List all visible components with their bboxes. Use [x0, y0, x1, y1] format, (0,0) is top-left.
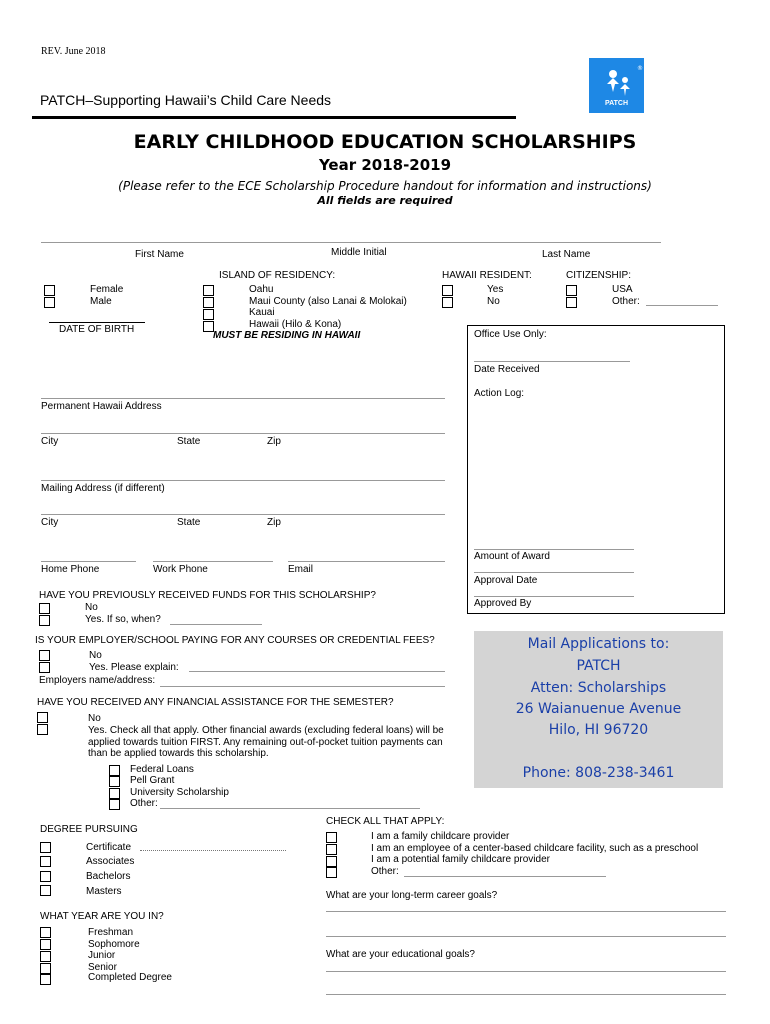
- approved-by-input[interactable]: [474, 596, 634, 597]
- revision-label: REV. June 2018: [41, 46, 106, 57]
- mailing-address-input[interactable]: [41, 480, 445, 481]
- employer-yes-label: Yes. Please explain:: [89, 662, 179, 673]
- completed-degree-label: Completed Degree: [88, 972, 172, 983]
- mailing-state-label: State: [177, 517, 201, 528]
- citizenship-other-label: Other:: [612, 296, 640, 307]
- zip-label: Zip: [267, 436, 281, 447]
- completed-degree-checkbox[interactable]: [40, 974, 51, 985]
- approval-date-label: Approval Date: [474, 575, 538, 586]
- bachelors-label: Bachelors: [86, 871, 131, 882]
- hawaii-label: Hawaii (Hilo & Kona): [249, 319, 342, 330]
- family-provider-label: I am a family childcare provider: [371, 831, 510, 842]
- masters-label: Masters: [86, 886, 122, 897]
- email-input[interactable]: [288, 561, 445, 562]
- kauai-checkbox[interactable]: [203, 309, 214, 320]
- freshman-label: Freshman: [88, 927, 134, 938]
- home-phone-label: Home Phone: [41, 564, 100, 575]
- potential-provider-label: I am a potential family childcare provider: [371, 854, 550, 865]
- work-phone-input[interactable]: [153, 561, 273, 562]
- mailing-zip-label: Zip: [267, 517, 281, 528]
- year-title: Year 2018-2019: [318, 156, 452, 174]
- maui-label: Maui County (also Lanai & Molokai): [249, 296, 407, 307]
- assistance-no-checkbox[interactable]: [37, 712, 48, 723]
- resident-heading: HAWAII RESIDENT:: [442, 270, 532, 281]
- mailing-city-label: City: [41, 517, 59, 528]
- assistance-no-label: No: [88, 713, 101, 724]
- assistance-other-input[interactable]: [160, 808, 420, 809]
- certificate-checkbox[interactable]: [40, 842, 51, 853]
- federal-loans-checkbox[interactable]: [109, 765, 120, 776]
- kauai-label: Kauai: [249, 307, 275, 318]
- dob-label: DATE OF BIRTH: [59, 324, 135, 335]
- amount-input[interactable]: [474, 549, 634, 550]
- educational-goals-line-1[interactable]: [326, 971, 726, 972]
- sophomore-label: Sophomore: [88, 939, 140, 950]
- sophomore-checkbox[interactable]: [40, 939, 51, 950]
- employer-name-label: Employers name/address:: [39, 675, 156, 686]
- check-all-heading: CHECK ALL THAT APPLY:: [326, 816, 445, 827]
- citizenship-heading: CITIZENSHIP:: [566, 270, 632, 281]
- resident-yes-checkbox[interactable]: [442, 285, 453, 296]
- work-phone-label: Work Phone: [153, 564, 208, 575]
- page-title: EARLY CHILDHOOD EDUCATION SCHOLARSHIPS: [133, 131, 637, 153]
- prev-funds-yes-checkbox[interactable]: [39, 615, 50, 626]
- bachelors-checkbox[interactable]: [40, 871, 51, 882]
- check-all-other-label: Other:: [371, 866, 399, 877]
- junior-label: Junior: [88, 950, 116, 961]
- career-goals-line-2[interactable]: [326, 936, 726, 937]
- educational-goals-line-2[interactable]: [326, 994, 726, 995]
- citizenship-other-input[interactable]: [646, 305, 718, 306]
- assistance-yes-line-3: than be applied towards this scholarship.: [88, 748, 269, 759]
- patch-logo: [589, 58, 644, 113]
- family-provider-checkbox[interactable]: [326, 832, 337, 843]
- mail-line-5: Hilo, HI 96720: [548, 722, 649, 738]
- mailing-address-label: Mailing Address (if different): [41, 483, 165, 494]
- degree-heading: DEGREE PURSUING: [40, 824, 138, 835]
- action-log-label: Action Log:: [474, 388, 525, 399]
- island-heading: ISLAND OF RESIDENCY:: [219, 270, 336, 281]
- last-name-label: Last Name: [542, 249, 591, 260]
- senior-checkbox[interactable]: [40, 963, 51, 974]
- assistance-other-checkbox[interactable]: [109, 799, 120, 810]
- male-label: Male: [90, 296, 112, 307]
- maui-checkbox[interactable]: [203, 297, 214, 308]
- prev-funds-yes-label: Yes. If so, when?: [85, 614, 161, 625]
- email-label: Email: [288, 564, 314, 575]
- office-use-heading: Office Use Only:: [474, 329, 547, 340]
- assistance-question: HAVE YOU RECEIVED ANY FINANCIAL ASSISTANCE FOR THE SEMESTER?: [37, 697, 394, 708]
- career-goals-question: What are your long-term career goals?: [326, 890, 498, 901]
- oahu-label: Oahu: [249, 284, 274, 295]
- associates-checkbox[interactable]: [40, 856, 51, 867]
- prev-funds-when-input[interactable]: [170, 624, 262, 625]
- career-goals-line-1[interactable]: [326, 911, 726, 912]
- assistance-other-label: Other:: [130, 798, 158, 809]
- instructions-note: (Please refer to the ECE Scholarship Procedure handout for information and instructions): [118, 179, 652, 193]
- certificate-input[interactable]: [140, 850, 286, 851]
- resident-yes-label: Yes: [487, 284, 504, 295]
- usa-label: USA: [612, 284, 633, 295]
- home-phone-input[interactable]: [41, 561, 136, 562]
- potential-provider-checkbox[interactable]: [326, 856, 337, 867]
- name-input-line[interactable]: [41, 242, 661, 243]
- first-name-label: First Name: [135, 249, 184, 260]
- residing-note: MUST BE RESIDING IN HAWAII: [213, 330, 361, 341]
- university-scholarship-checkbox[interactable]: [109, 788, 120, 799]
- mail-phone: Phone: 808-238-3461: [522, 765, 675, 781]
- check-all-other-input[interactable]: [404, 876, 606, 877]
- assistance-yes-checkbox[interactable]: [37, 724, 48, 735]
- employer-no-checkbox[interactable]: [39, 650, 50, 661]
- permanent-address-input[interactable]: [41, 398, 445, 399]
- header-rule: [32, 116, 516, 119]
- associates-label: Associates: [86, 856, 135, 867]
- prev-funds-no-label: No: [85, 602, 98, 613]
- university-scholarship-label: University Scholarship: [130, 787, 229, 798]
- mail-line-3: Atten: Scholarships: [530, 680, 667, 696]
- date-received-input[interactable]: [474, 361, 630, 362]
- mail-line-2: PATCH: [576, 658, 621, 674]
- junior-checkbox[interactable]: [40, 951, 51, 962]
- state-label: State: [177, 436, 201, 447]
- senior-label: Senior: [88, 962, 117, 973]
- mail-line-4: 26 Waianuenue Avenue: [515, 701, 682, 717]
- employer-explain-input[interactable]: [189, 671, 445, 672]
- employer-question: IS YOUR EMPLOYER/SCHOOL PAYING FOR ANY COURSES OR CREDENTIAL FEES?: [35, 635, 435, 646]
- center-employee-label: I am an employee of a center-based childcare facility, such as a preschool: [371, 843, 699, 854]
- pell-grant-checkbox[interactable]: [109, 776, 120, 787]
- resident-no-checkbox[interactable]: [442, 297, 453, 308]
- mailing-city-state-zip-input[interactable]: [41, 514, 445, 515]
- resident-no-label: No: [487, 296, 500, 307]
- usa-checkbox[interactable]: [566, 285, 577, 296]
- federal-loans-label: Federal Loans: [130, 764, 194, 775]
- pell-grant-label: Pell Grant: [130, 775, 175, 786]
- city-state-zip-input[interactable]: [41, 433, 445, 434]
- female-checkbox[interactable]: [44, 285, 55, 296]
- dob-input-line[interactable]: [49, 322, 145, 323]
- city-label: City: [41, 436, 59, 447]
- assistance-yes-line-2: applied towards tuition FIRST. Any remaining out-of-pocket tuition payments can: [88, 737, 443, 748]
- date-received-label: Date Received: [474, 364, 540, 375]
- center-employee-checkbox[interactable]: [326, 844, 337, 855]
- male-checkbox[interactable]: [44, 297, 55, 308]
- citizenship-other-checkbox[interactable]: [566, 297, 577, 308]
- employer-yes-checkbox[interactable]: [39, 662, 50, 673]
- approval-date-input[interactable]: [474, 572, 634, 573]
- prev-funds-no-checkbox[interactable]: [39, 603, 50, 614]
- logo-text: PATCH: [604, 100, 629, 107]
- female-label: Female: [90, 284, 124, 295]
- middle-initial-label: Middle Initial: [331, 247, 387, 258]
- year-in-heading: WHAT YEAR ARE YOU IN?: [40, 911, 164, 922]
- employer-no-label: No: [89, 650, 102, 661]
- required-note: All fields are required: [317, 194, 453, 207]
- mail-line-1: Mail Applications to:: [527, 636, 670, 652]
- approved-by-label: Approved By: [474, 598, 532, 609]
- amount-label: Amount of Award: [474, 551, 550, 562]
- svg-text:®: ®: [637, 65, 643, 72]
- educational-goals-question: What are your educational goals?: [326, 949, 475, 960]
- masters-checkbox[interactable]: [40, 885, 51, 896]
- org-tagline: PATCH–Supporting Hawaii’s Child Care Needs: [40, 92, 332, 108]
- permanent-address-label: Permanent Hawaii Address: [41, 401, 162, 412]
- assistance-yes-line-1: Yes. Check all that apply. Other financial awards (excluding federal loans) will be: [88, 725, 444, 736]
- prev-funds-question: HAVE YOU PREVIOUSLY RECEIVED FUNDS FOR THIS SCHOLARSHIP?: [39, 590, 376, 601]
- oahu-checkbox[interactable]: [203, 285, 214, 296]
- certificate-label: Certificate: [86, 842, 132, 853]
- freshman-checkbox[interactable]: [40, 927, 51, 938]
- check-all-other-checkbox[interactable]: [326, 867, 337, 878]
- employer-name-input[interactable]: [160, 686, 445, 687]
